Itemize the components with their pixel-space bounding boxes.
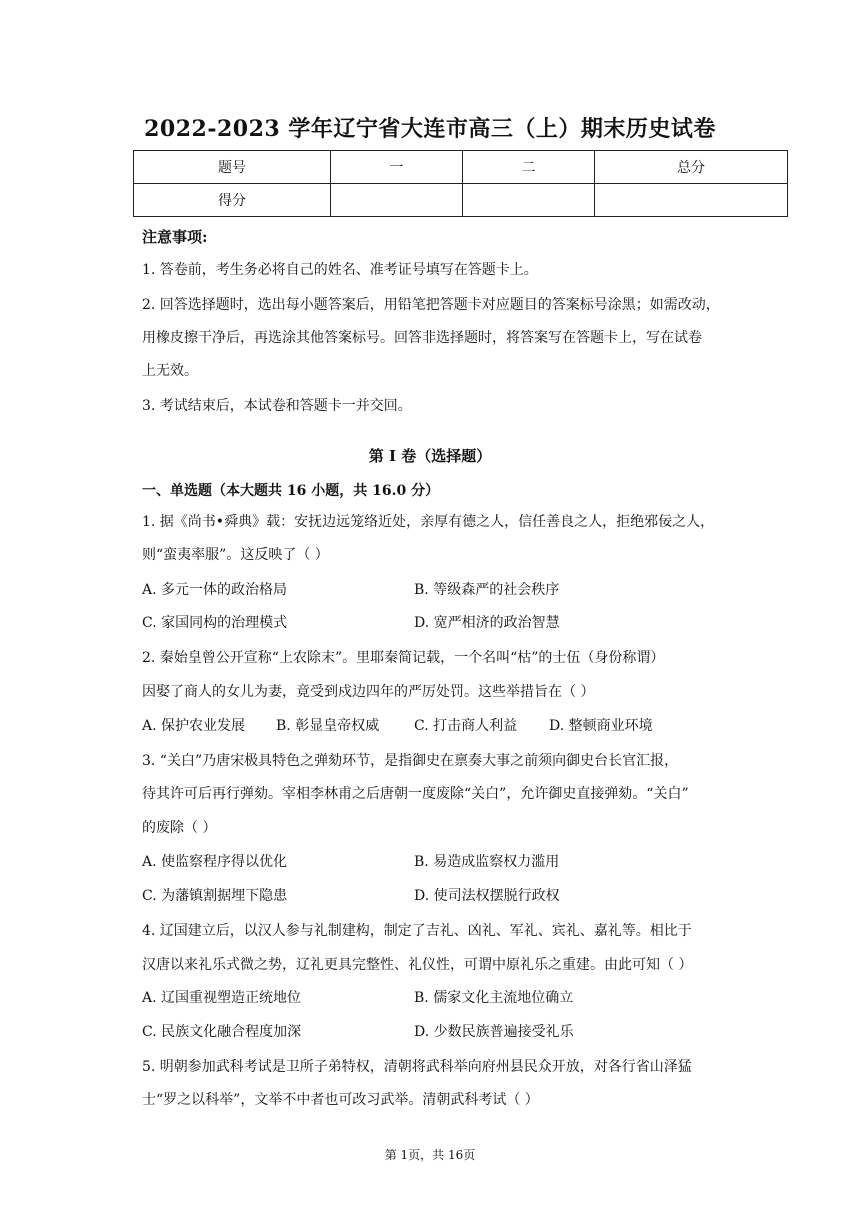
section-title: 第 I 卷（选择题） [368, 447, 492, 465]
question-stem-line: 1. 据《尚书•舜典》载：安抚边远笼络近处，亲厚有德之人，信任善良之人，拒绝邪佞之人， [142, 514, 715, 530]
option-c: C. 为藩镇割据埋下隐患 [142, 888, 288, 904]
option-a: A. 保护农业发展 [142, 718, 246, 734]
question-stem-line: 因娶了商人的女儿为妻，竟受到戍边四年的严厉处罚。这些举措旨在（ ） [142, 684, 595, 700]
option-a: A. 多元一体的政治格局 [142, 582, 288, 598]
option-d: D. 整顿商业环境 [549, 718, 653, 734]
option-a: A. 使监察程序得以优化 [142, 854, 288, 870]
option-b: B. 儒家文化主流地位确立 [414, 990, 574, 1006]
question-stem-line: 4. 辽国建立后，以汉人参与礼制建构，制定了吉礼、凶礼、军礼、宾礼、嘉礼等。相比于 [142, 923, 692, 939]
option-b: B. 彰显皇帝权威 [276, 718, 380, 734]
option-b: B. 等级森严的社会秩序 [414, 582, 560, 598]
score-table-header-row [134, 151, 788, 184]
header-cell-part-two: 二 [463, 151, 595, 184]
question-stem-line: 待其许可后再行弹劾。宰相李林甫之后唐朝一度废除“关白”，允许御史直接弹劾。“关白” [142, 786, 689, 802]
question-stem-line: 3. “关白”乃唐宋极具特色之弹劾环节，是指御史在禀奏大事之前须向御史台长官汇报， [142, 753, 679, 769]
score-cell-part-two[interactable] [463, 184, 595, 217]
notes-line: 1. 答卷前，考生务必将自己的姓名、准考证号填写在答题卡上。 [142, 262, 538, 278]
question-stem-line: 的废除（ ） [142, 820, 217, 836]
header-cell-question-number: 题号 [134, 151, 331, 184]
notes-title: 注意事项: [142, 228, 208, 246]
question-stem-line: 5. 明朝参加武科考试是卫所子弟特权，清朝将武科举向府州县民众开放，对各行省山泽猛 [142, 1059, 692, 1075]
question-stem-line: 士“罗之以科举”，文举不中者也可改习武举。清朝武科考试（ ） [142, 1092, 539, 1108]
subsection-title: 一、单选题（本大题共 16 小题，共 16.0 分） [142, 483, 440, 499]
notes-line: 2. 回答选择题时，选出每小题答案后，用铅笔把答题卡对应题目的答案标号涂黑；如需改动， [142, 297, 720, 313]
page-title: 2022-2023 学年辽宁省大连市高三（上）期末历史试卷 [144, 116, 716, 142]
notes-line: 用橡皮擦干净后，再选涂其他答案标号。回答非选择题时，将答案写在答题卡上，写在试卷 [142, 330, 702, 346]
notes-line: 3. 考试结束后，本试卷和答题卡一并交回。 [142, 398, 412, 414]
question-stem-line: 则“蛮夷率服”。这反映了（ ） [142, 547, 329, 563]
score-table [133, 150, 788, 217]
question-stem-line: 2. 秦始皇曾公开宣称“上农除末”。里耶秦简记载，一个名叫“枯”的士伍（身份称谓） [142, 650, 665, 666]
score-cell-part-one[interactable] [331, 184, 463, 217]
option-a: A. 辽国重视塑造正统地位 [142, 990, 302, 1006]
option-c: C. 家国同构的治理模式 [142, 615, 288, 631]
header-cell-part-one: 一 [331, 151, 463, 184]
score-row-label: 得分 [134, 184, 331, 217]
option-d: D. 少数民族普遍接受礼乐 [414, 1024, 574, 1040]
option-b: B. 易造成监察权力滥用 [414, 854, 560, 870]
option-d: D. 使司法权摆脱行政权 [414, 888, 560, 904]
option-c: C. 打击商人利益 [414, 718, 518, 734]
notes-line: 上无效。 [142, 363, 198, 379]
option-d: D. 宽严相济的政治智慧 [414, 615, 560, 631]
score-table-score-row [134, 184, 788, 217]
header-cell-total: 总分 [595, 151, 788, 184]
question-stem-line: 汉唐以来礼乐式微之势，辽礼更具完整性、礼仪性，可谓中原礼乐之重建。由此可知（ ） [142, 957, 693, 973]
page-footer: 第 1页，共 16页 [384, 1148, 476, 1162]
score-cell-total[interactable] [595, 184, 788, 217]
option-c: C. 民族文化融合程度加深 [142, 1024, 302, 1040]
